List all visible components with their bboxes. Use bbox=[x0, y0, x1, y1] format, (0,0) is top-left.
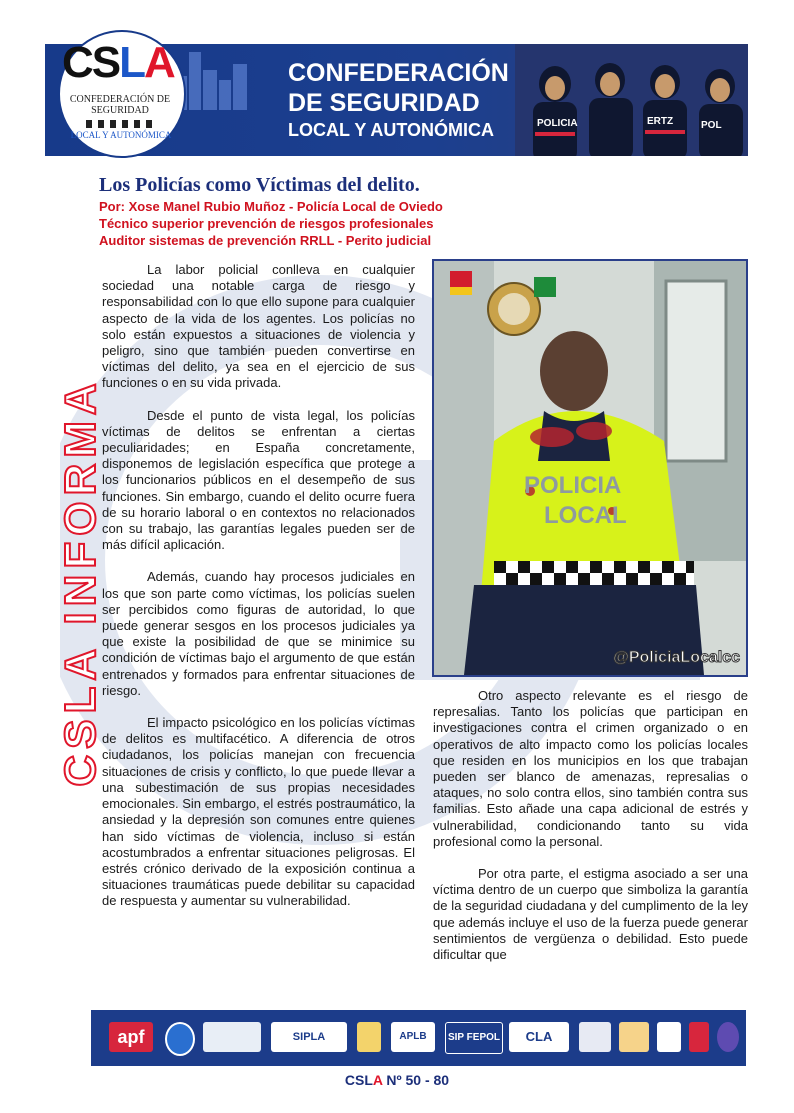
svg-text:POLICIA: POLICIA bbox=[537, 118, 578, 129]
sponsor-logo-5 bbox=[619, 1022, 649, 1052]
sipla-logo: SIPLA bbox=[271, 1022, 347, 1052]
sponsor-logo-1 bbox=[165, 1022, 195, 1056]
photo-handle-tag: @PoliciaLocalcc bbox=[613, 649, 740, 666]
photo-illustration bbox=[434, 261, 746, 675]
aplb-logo: APLB bbox=[391, 1022, 435, 1052]
cla-logo: CLA bbox=[509, 1022, 569, 1052]
paragraph: Desde el punto de vista legal, los policías víctimas de delitos se enfrentan a ciertas peculiaridades; en España concretamente, disponemos de legislación específica que protege a los funcionarios públicos en el desempeño de sus funciones. Sin embargo, cuando el delito ocurre fuera de su horario laboral o en contextos no relacionados con su trabajo, las garantías legales pueden ser de más difícil aplicación. bbox=[102, 407, 415, 553]
byline-role-1: Técnico superior prevención de riesgos profesionales bbox=[99, 216, 434, 231]
vest-text-line-1: POLICIA bbox=[524, 472, 622, 499]
sponsor-logo-6 bbox=[657, 1022, 681, 1052]
page-number-prefix: CSL bbox=[344, 1072, 373, 1088]
header-title-line-1: CONFEDERACIÓN bbox=[288, 59, 509, 87]
header-title-line-3: LOCAL Y AUTONÓMICA bbox=[288, 120, 495, 140]
svg-text:ERTZ: ERTZ bbox=[647, 116, 674, 127]
officers-photo bbox=[515, 44, 748, 156]
logo-checker-band bbox=[86, 120, 156, 128]
sponsor-logo-4 bbox=[579, 1022, 611, 1052]
article-title: Los Policías como Víctimas del delito. bbox=[99, 174, 420, 196]
logo-wordmark: CSLA bbox=[62, 38, 174, 87]
sponsor-logo-2 bbox=[203, 1022, 261, 1052]
byline-author: Por: Xose Manel Rubio Muñoz - Policía Local de Oviedo bbox=[99, 199, 443, 214]
logo-subtitle-2: LOCAL Y AUTONÓMICA bbox=[70, 130, 172, 140]
paragraph: Además, cuando hay procesos judiciales en los que son parte como víctimas, los policías suelen ser percibidos como figuras de autoridad, lo que puede generar sesgos en los procesos judiciales ya que existe la posibilidad de que se minimice su condición de víctimas bajo el argumento de que están entrenados y formados para enfrentar situaciones de riesgo. bbox=[102, 569, 415, 698]
sip-fepol-logo: SIP FEPOL bbox=[445, 1022, 503, 1054]
article-byline bbox=[99, 198, 443, 249]
sponsor-logo-3 bbox=[357, 1022, 381, 1052]
csla-informa-vertical-label bbox=[36, 372, 105, 792]
svg-text:POL: POL bbox=[701, 120, 722, 131]
logo-subtitle: CONFEDERACIÓN DE SEGURIDAD bbox=[69, 94, 171, 116]
footer-sponsor-strip bbox=[91, 1010, 746, 1066]
vest-text-line-2: LOCAL bbox=[544, 502, 627, 529]
sponsor-logo-7 bbox=[689, 1022, 709, 1052]
sidebar-label-informa: INFORMA bbox=[56, 377, 105, 625]
header-title-line-2: DE SEGURIDAD bbox=[288, 89, 480, 117]
header-title bbox=[288, 58, 509, 142]
paragraph: El impacto psicológico en los policías víctimas de delitos es multifacético. A diferencia de otros ciudadanos, los policías manejan con frecuencia situaciones de crisis y conflicto, lo que puede llevar a una subestimación de sus propias necesidades emocionales. Sin embargo, el estrés postraumático, la ansiedad y la depresión son comunes entre quienes han sido víctimas de violencia, incluso si están acostumbrados a enfrentar situaciones peligrosas. El estrés crónico derivado de la exposición continua a situaciones traumáticas puede debilitar su capacidad de respuesta y aumentar su vulnerabilidad. bbox=[102, 715, 415, 909]
injured-officer-photo bbox=[432, 259, 748, 677]
article-left-column bbox=[102, 262, 415, 926]
page-number bbox=[0, 1072, 794, 1088]
sidebar-label-csla: CSLA bbox=[56, 642, 105, 787]
byline-role-2: Auditor sistemas de prevención RRLL - Perito judicial bbox=[99, 233, 432, 248]
paragraph: La labor policial conlleva en cualquier sociedad una notable carga de riesgo y responsabilidad con lo que ello supone para cualquier aspecto de la vida de los agentes. Los policías no solo están expuestos a situaciones de violencia y peligro, sino que también pueden convertirse en víctimas del delito, ya sea en el ejercicio de sus funciones o en su vida privada. bbox=[102, 262, 415, 391]
article-right-column bbox=[433, 688, 748, 979]
paragraph: Otro aspecto relevante es el riesgo de represalias. Tanto los policías que participan en investigaciones contra el crimen organizado o en operativos de alto impacto como los policías locales que residen en los municipios en los que trabajan pueden ser blanco de amenazas, represalias o ataques, no solo contra ellos, sino también contra sus familias. Esto añade una capa adicional de estrés y vulnerabilidad, condicionando tanto su vida profesional como la personal. bbox=[433, 688, 748, 849]
page-number-accent: A bbox=[372, 1072, 383, 1088]
page-number-suffix: Nº 50 - 80 bbox=[382, 1072, 450, 1088]
apf-logo: apf bbox=[109, 1022, 153, 1052]
csla-logo bbox=[58, 30, 186, 158]
sponsor-logo-8 bbox=[717, 1022, 739, 1052]
paragraph: Por otra parte, el estigma asociado a ser una víctima dentro de un cuerpo que simboliza la garantía de la seguridad ciudadana y del cumplimento de la ley que además incluye el uso de la fuerza puede generar sentimientos de vergüenza o debilidad. Esto puede dificultar que bbox=[433, 866, 748, 963]
